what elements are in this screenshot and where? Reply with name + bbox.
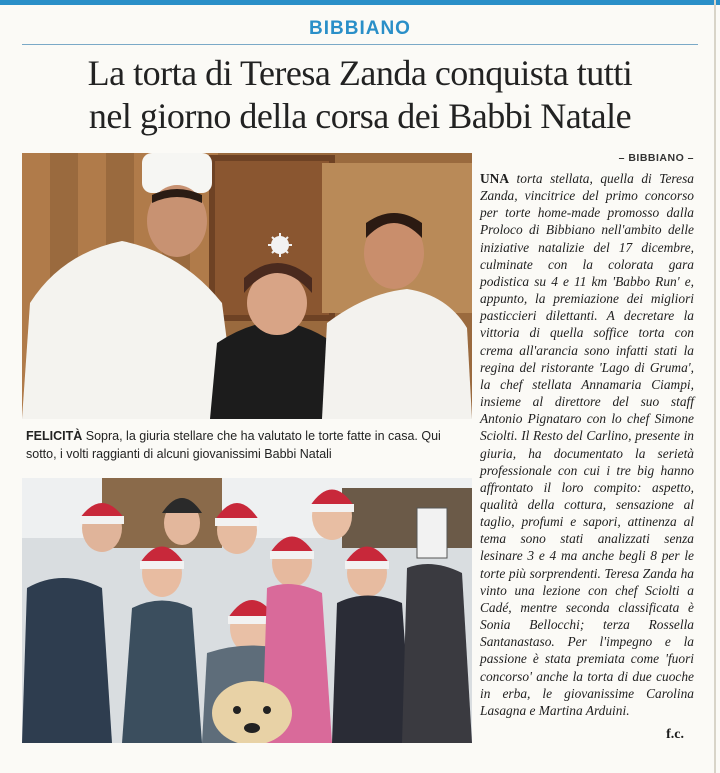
- page-edge-shadow: [714, 0, 716, 773]
- article-lead-word: UNA: [480, 171, 510, 186]
- kicker-rule: [22, 44, 698, 45]
- article-body-text: torta stellata, quella di Teresa Zanda, vincitrice del primo concorso per torte home-made promosso dalla Proloco di Bibbiano nell'ambito delle iniziative natalizie del 17 dicembre, culminate con la colorata gara podistica su 4 e 11 km 'Babbo Run' e, appunto, la premiazione dei migliori pasticcieri dilettanti. A decretare la vittoria di quella soffice torta con crema all'arancia sono infatti stati la regina del ristorante 'Lago di Gruma', la chef stellata Annamaria Ciampi, insieme al direttore del suo staff Antonio Pignataro con lo chef Simone Sciolti. Il Resto del Carlino, presente in giuria, ha documentato la serietà professionale con cui i tre big hanno affrontato il loro compito: aspetto, qualità della cottura, sensazione al taglio, profumi e sapori, attinenza al tema sono stati analizzati senza lesinare 3 e 4 ma anche begli 8 per le torte più sorprendenti. Teresa Zanda ha vinto una lezione con chef Sciolti a Cadé, mentre seconda classificata è Sonia Bellocchi; terza Rossella Santanastaso. Per l'impegno e la passione è stata premiata come 'fuori concorso' anche la torta di due cuoche in erba, le giovanissime Carolina Lasagna e Martina Arduini.: [480, 171, 694, 718]
- section-kicker: BIBBIANO: [309, 18, 411, 39]
- jury-photo: [22, 153, 472, 419]
- author-signature: f.c.: [666, 727, 684, 742]
- headline: [30, 52, 690, 138]
- caption-text: Sopra, la giuria stellare che ha valutato le torte fatte in casa. Qui sotto, i volti raggianti di alcuni giovanissimi Babbi Natali: [26, 429, 441, 461]
- caption-label: FELICITÀ: [26, 429, 83, 443]
- jury-photo-illustration: [22, 153, 472, 419]
- article-body: [480, 170, 694, 719]
- headline-line-1: La torta di Teresa Zanda conquista tutti: [87, 53, 633, 93]
- santa-kids-photo-illustration: [22, 478, 472, 743]
- santa-kids-photo: [22, 478, 472, 743]
- headline-line-2: nel giorno della corsa dei Babbi Natale: [88, 96, 632, 136]
- dateline: – BIBBIANO –: [618, 152, 694, 164]
- top-accent-bar: [0, 0, 720, 5]
- photo-caption: [26, 427, 472, 463]
